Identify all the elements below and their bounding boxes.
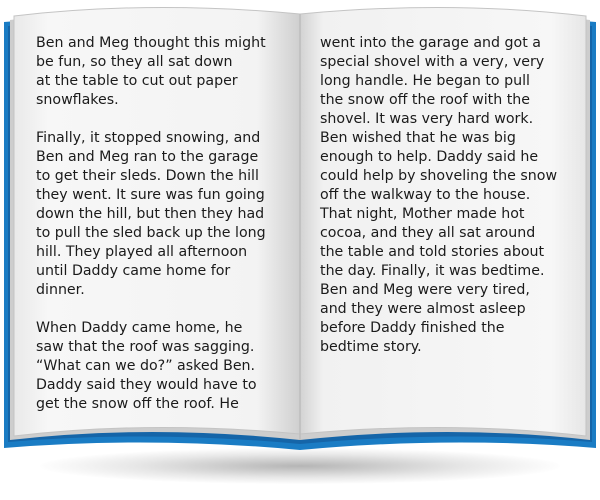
paragraph (36, 129, 286, 300)
text-line: get the snow off the roof. He (36, 396, 239, 412)
right-page-content (300, 0, 590, 440)
text-line: to get their sleds. Down the hill (36, 168, 259, 184)
text-line: could help by shoveling the snow (320, 168, 558, 184)
text-line: Ben and Meg ran to the garage (36, 149, 259, 165)
text-line: When Daddy came home, he (36, 320, 243, 336)
text-line: “What can we do?” asked Ben. (36, 358, 256, 374)
text-line: long handle. He began to pull (320, 73, 530, 89)
text-line: enough to help. Daddy said he (320, 149, 539, 165)
left-page-text (36, 34, 286, 414)
text-line: Daddy said they would have to (36, 377, 257, 393)
text-line: Ben and Meg thought this might (36, 35, 266, 51)
text-line: the table and told stories about (320, 244, 545, 260)
text-line: before Daddy finished the (320, 320, 505, 336)
text-line: they went. It sure was fun going (36, 187, 265, 203)
text-line: dinner. (36, 282, 85, 298)
text-line: special shovel with a very, very (320, 54, 545, 70)
text-line: and they were almost asleep (320, 301, 526, 317)
text-line: shovel. It was very hard work. (320, 111, 534, 127)
text-line: to pull the sled back up the long (36, 225, 266, 241)
text-line: Finally, it stopped snowing, and (36, 130, 261, 146)
text-line: Ben wished that he was big (320, 130, 516, 146)
text-line: off the walkway to the house. (320, 187, 531, 203)
paragraph (320, 34, 570, 357)
text-line: down the hill, but then they had (36, 206, 265, 222)
text-line: the day. Finally, it was bedtime. (320, 263, 545, 279)
text-line: hill. They played all afternoon (36, 244, 248, 260)
text-line: be fun, so they all sat down (36, 54, 233, 70)
text-line: until Daddy came home for (36, 263, 231, 279)
text-line: saw that the roof was sagging. (36, 339, 255, 355)
left-page-content (10, 0, 300, 440)
text-line: snowflakes. (36, 92, 119, 108)
text-line: at the table to cut out paper (36, 73, 238, 89)
text-line: cocoa, and they all sat around (320, 225, 536, 241)
text-line: went into the garage and got a (320, 35, 542, 51)
text-line: That night, Mother made hot (320, 206, 525, 222)
paragraph (36, 34, 286, 110)
paragraph (36, 319, 286, 414)
text-line: the snow off the roof with the (320, 92, 531, 108)
text-line: Ben and Meg were very tired, (320, 282, 530, 298)
right-page-text (320, 34, 570, 357)
text-line: bedtime story. (320, 339, 422, 355)
